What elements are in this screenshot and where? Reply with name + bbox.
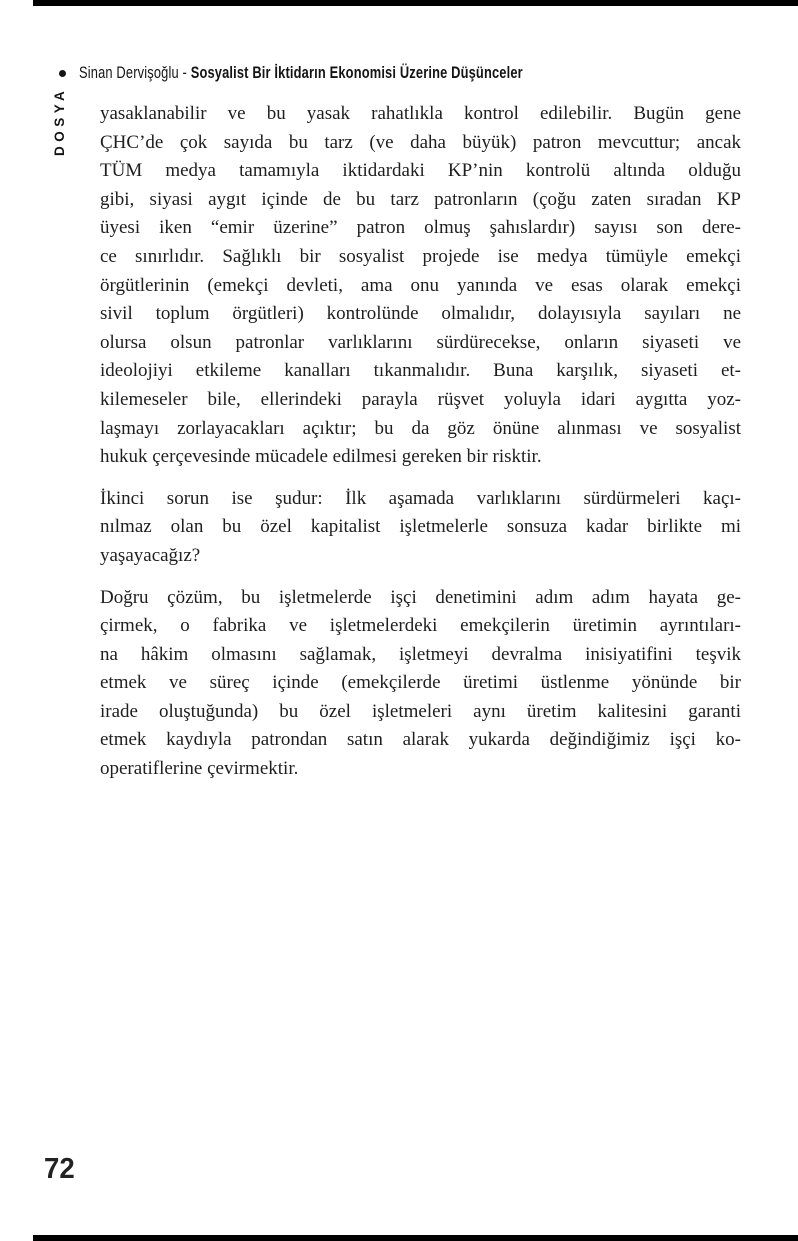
text-line: kilemeseler bile, ellerindeki parayla rüşvet yoluyla idari aygıtta yoz- xyxy=(100,388,741,410)
text-line: laşmayı zorlayacakları açıktır; bu da göz önüne alınması ve sosyalist xyxy=(100,417,741,439)
text-line: olursa olsun patronlar varlıklarını sürdürecekse, onların siyaseti ve xyxy=(100,331,741,353)
text-line: yasaklanabilir ve bu yasak rahatlıkla kontrol edilebilir. Bugün gene xyxy=(100,103,741,124)
text-line: etmek ve süreç içinde (emekçilerde üretimi üstlenme yönünde bir xyxy=(100,672,741,694)
text-line: ÇHC’de çok sayıda bu tarz (ve daha büyük) patron mevcuttur; ancak xyxy=(100,131,741,153)
section-label-vertical: DOSYA xyxy=(52,86,67,156)
bottom-edge-bar xyxy=(33,1235,798,1241)
text-line: operatiflerine çevirmektir. xyxy=(100,758,299,780)
body-text xyxy=(100,100,741,797)
author-name: Sinan Dervişoğlu - xyxy=(79,63,191,82)
text-line: yaşayacağız? xyxy=(100,544,201,566)
article-title: Sosyalist Bir İktidarın Ekonomisi Üzerine Düşünceler xyxy=(190,63,523,82)
text-line: ideolojiyi etkileme kanalları tıkanmalıdır. Buna karşılık, siyaseti et- xyxy=(100,360,741,382)
text-line: Doğru çözüm, bu işletmelerde işçi denetimini adım adım hayata ge- xyxy=(100,586,741,608)
text-line: etmek kaydıyla patrondan satın alarak yukarda değindiğimiz işçi ko- xyxy=(100,729,741,751)
page-number: 72 xyxy=(44,1153,75,1185)
text-line: çirmek, o fabrika ve işletmelerdeki emekçilerin üretimin ayrıntıları- xyxy=(100,615,741,637)
text-line: ce sınırlıdır. Sağlıklı bir sosyalist projede ise medya tümüyle emekçi xyxy=(100,245,741,267)
text-line: na hâkim olmasını sağlamak, işletmeyi devralma inisiyatifini teşvik xyxy=(100,643,741,665)
running-header xyxy=(59,63,648,83)
text-line: örgütlerinin (emekçi devleti, ama onu yanında ve esas olarak emekçi xyxy=(100,274,741,296)
running-header-text xyxy=(79,64,523,83)
text-line: hukuk çerçevesinde mücadele edilmesi gereken bir risktir. xyxy=(100,446,542,468)
top-edge-bar xyxy=(33,0,798,6)
text-line: üyesi iken “emir üzerine” patron olmuş şahıslardır) sayısı son dere- xyxy=(100,217,741,239)
text-line: irade oluştuğunda) bu özel işletmeleri aynı üretim kalitesini garanti xyxy=(100,700,741,722)
bullet-icon xyxy=(59,70,66,77)
paragraph xyxy=(100,485,741,571)
text-line: TÜM medya tamamıyla iktidardaki KP’nin kontrolü altında olduğu xyxy=(100,160,741,182)
paragraph xyxy=(100,100,741,472)
text-line: nılmaz olan bu özel kapitalist işletmelerle sonsuza kadar birlikte mi xyxy=(100,516,741,538)
paragraph xyxy=(100,584,741,784)
text-line: gibi, siyasi aygıt içinde de bu tarz patronların (çoğu zaten sıradan KP xyxy=(100,188,741,210)
text-line: İkinci sorun ise şudur: İlk aşamada varlıklarını sürdürmeleri kaçı- xyxy=(100,487,741,509)
text-line: sivil toplum örgütleri) kontrolünde olmalıdır, dolayısıyla sayıları ne xyxy=(100,303,741,325)
